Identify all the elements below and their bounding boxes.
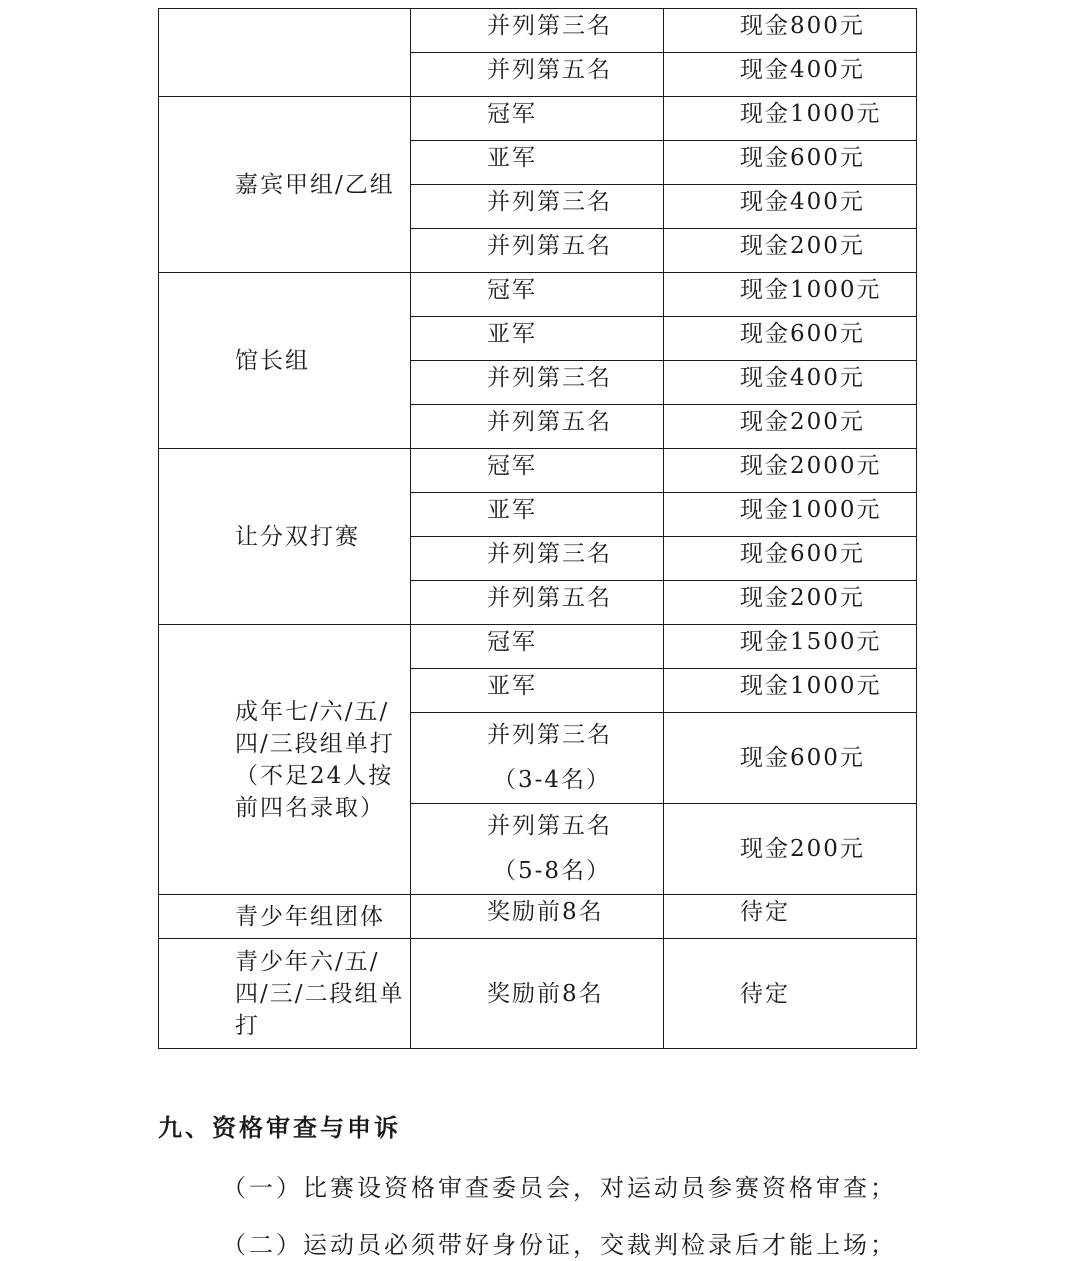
prize-cell: 待定 — [664, 939, 917, 1049]
group-cell-youth-team: 青少年组团体 — [159, 895, 411, 939]
prize-cell: 现金200元 — [664, 804, 917, 895]
table-row — [159, 939, 917, 1049]
prize-cell: 待定 — [664, 895, 917, 939]
rank-cell: 并列第五名 — [411, 53, 664, 97]
rank-cell: 冠军 — [411, 625, 664, 669]
prize-cell: 现金800元 — [664, 9, 917, 53]
prize-cell: 现金600元 — [664, 713, 917, 804]
rank-cell: 亚军 — [411, 669, 664, 713]
table-row — [159, 97, 917, 141]
rank-cell: 奖励前8名 — [411, 939, 664, 1049]
group-cell-youth-single: 青少年六/五/四/三/二段组单打 — [159, 939, 411, 1049]
prize-cell: 现金400元 — [664, 53, 917, 97]
rank-cell: 并列第五名 — [411, 229, 664, 273]
rank-cell: 并列第三名 — [411, 185, 664, 229]
table-row — [159, 895, 917, 939]
rank-label: 并列第五名 — [487, 813, 612, 839]
group-cell-adult: 成年七/六/五/四/三段组单打（不足24人按前四名录取） — [159, 625, 411, 895]
prize-cell: 现金1000元 — [664, 669, 917, 713]
rank-cell: 并列第三名 — [411, 361, 664, 405]
group-cell-curator: 馆长组 — [159, 273, 411, 449]
rank-cell — [411, 804, 664, 895]
prize-cell: 现金200元 — [664, 405, 917, 449]
table-row — [159, 449, 917, 493]
table-row — [159, 273, 917, 317]
prize-cell: 现金1000元 — [664, 273, 917, 317]
table-row — [159, 9, 917, 53]
prize-cell: 现金1000元 — [664, 97, 917, 141]
prize-cell: 现金400元 — [664, 185, 917, 229]
prize-cell: 现金2000元 — [664, 449, 917, 493]
group-cell-handicap: 让分双打赛 — [159, 449, 411, 625]
prize-cell: 现金200元 — [664, 229, 917, 273]
section-heading: 九、资格审查与申诉 — [158, 1113, 401, 1142]
prize-cell: 现金600元 — [664, 537, 917, 581]
table-row — [159, 625, 917, 669]
prize-table — [158, 8, 917, 1049]
rank-cell — [411, 713, 664, 804]
rank-cell: 冠军 — [411, 273, 664, 317]
rank-cell: 冠军 — [411, 97, 664, 141]
paragraph-item: （一）比赛设资格审查委员会，对运动员参赛资格审查； — [222, 1174, 897, 1202]
rank-cell: 亚军 — [411, 493, 664, 537]
prize-cell: 现金400元 — [664, 361, 917, 405]
rank-cell: 亚军 — [411, 317, 664, 361]
rank-cell: 并列第五名 — [411, 405, 664, 449]
rank-cell: 冠军 — [411, 449, 664, 493]
rank-note: （5-8名） — [493, 858, 612, 884]
group-cell-continued — [159, 9, 411, 97]
rank-cell: 并列第三名 — [411, 9, 664, 53]
prize-cell: 现金600元 — [664, 317, 917, 361]
rank-cell: 并列第三名 — [411, 537, 664, 581]
prize-cell: 现金600元 — [664, 141, 917, 185]
rank-cell: 奖励前8名 — [411, 895, 664, 939]
prize-cell: 现金200元 — [664, 581, 917, 625]
prize-cell: 现金1000元 — [664, 493, 917, 537]
rank-label: 并列第三名 — [487, 722, 612, 748]
rank-cell: 亚军 — [411, 141, 664, 185]
rank-cell: 并列第五名 — [411, 581, 664, 625]
group-cell-guest: 嘉宾甲组/乙组 — [159, 97, 411, 273]
paragraph-item: （二）运动员必须带好身份证，交裁判检录后才能上场； — [222, 1231, 897, 1259]
rank-note: （3-4名） — [493, 767, 612, 793]
prize-cell: 现金1500元 — [664, 625, 917, 669]
